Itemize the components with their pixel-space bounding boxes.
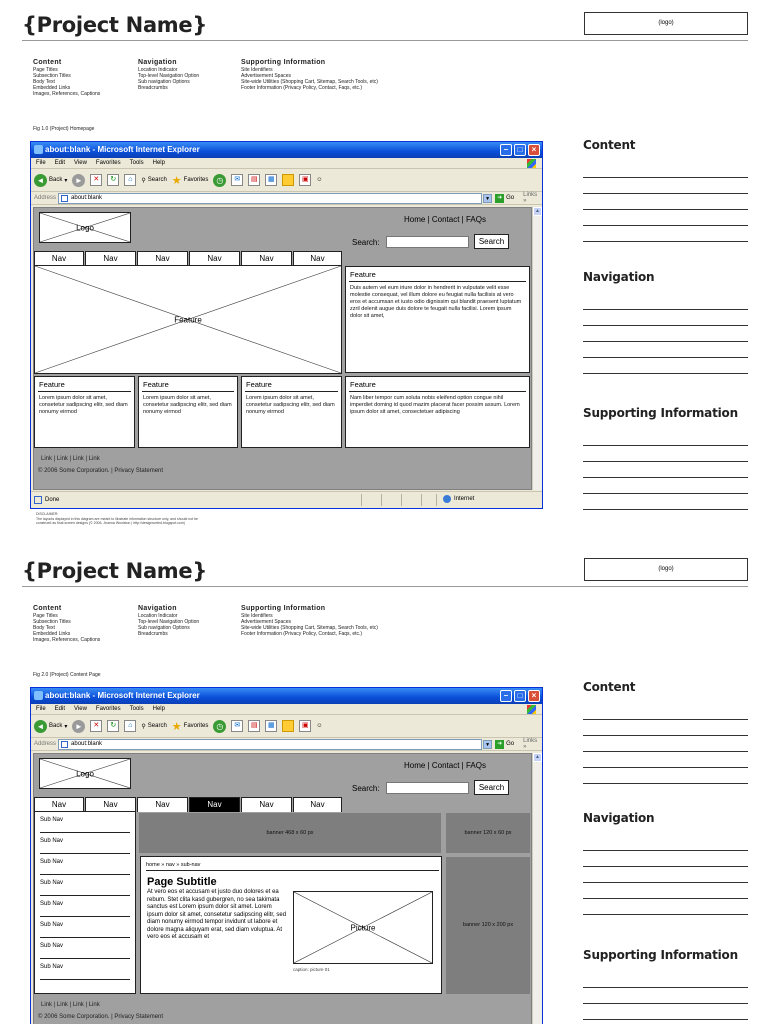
favorites-label: Favorites xyxy=(183,177,209,183)
edit-icon[interactable]: ▦ xyxy=(265,174,277,186)
page-done-icon xyxy=(34,496,42,504)
menu-help[interactable]: Help xyxy=(152,706,165,712)
legend-item: Embedded Links xyxy=(33,85,71,91)
scroll-up-icon[interactable]: ▲ xyxy=(533,207,542,216)
disclaimer xyxy=(36,512,198,526)
address-label: Address xyxy=(34,741,57,747)
menu-view[interactable]: View xyxy=(74,706,87,712)
subnav-item[interactable]: Sub Nav xyxy=(40,854,130,875)
legend-navigation xyxy=(138,58,199,91)
links-button[interactable]: Links » xyxy=(523,738,538,750)
legend-item: Page Titles xyxy=(33,67,58,73)
menu-favorites[interactable]: Favorites xyxy=(95,160,121,166)
side-notes-navigation xyxy=(583,811,748,915)
feature-heading[interactable]: Feature xyxy=(38,377,131,392)
menu-bar xyxy=(31,704,542,715)
nav-item[interactable]: Nav xyxy=(189,251,240,266)
nav-item[interactable]: Nav xyxy=(241,797,292,812)
favorites-button[interactable] xyxy=(172,174,209,187)
address-bar xyxy=(31,738,542,751)
side-heading: Navigation xyxy=(583,811,655,825)
feature-heading[interactable]: Feature xyxy=(349,267,526,282)
folder-icon[interactable] xyxy=(282,174,294,186)
sub-navigation xyxy=(34,811,136,994)
utility-links[interactable]: Home | Contact | FAQs xyxy=(404,215,486,224)
feature-text: Lorem ipsum dolor sit amet, consetetur sadipscing elitr, sed diam nonumy eirmod xyxy=(143,395,232,415)
address-bar xyxy=(31,192,542,205)
magnifier-icon: ⚲ xyxy=(141,723,146,730)
minimize-button[interactable]: – xyxy=(500,144,512,156)
side-heading: Content xyxy=(583,138,636,152)
research-icon[interactable]: ▣ xyxy=(299,720,311,732)
note-lines xyxy=(583,294,748,374)
disclaimer-line: DISCLAIMER: xyxy=(36,512,59,516)
subnav-item[interactable]: Sub Nav xyxy=(40,833,130,854)
page-subtitle: Page Subtitle xyxy=(147,876,217,888)
history-icon[interactable]: ◷ xyxy=(213,720,226,733)
nav-item[interactable]: Nav xyxy=(241,251,292,266)
side-heading: Content xyxy=(583,680,636,694)
search-button[interactable]: Search xyxy=(474,780,509,795)
links-label: Links xyxy=(523,192,538,198)
browser-window xyxy=(30,687,543,1024)
side-notes-navigation xyxy=(583,270,748,374)
legend-item: Top-level Navigation Option xyxy=(138,619,200,625)
utility-links[interactable]: Home | Contact | FAQs xyxy=(404,761,486,770)
legend-item: Body Text xyxy=(33,79,55,85)
back-arrow-icon: ◄ xyxy=(34,720,47,733)
windows-flag-icon xyxy=(527,705,536,714)
globe-icon xyxy=(443,495,451,503)
status-bar xyxy=(31,491,542,508)
folder-icon[interactable] xyxy=(282,720,294,732)
page-icon xyxy=(61,741,68,748)
nav-item[interactable]: Nav xyxy=(293,251,342,266)
browser-window xyxy=(30,141,543,509)
refresh-icon[interactable]: ↻ xyxy=(107,174,119,186)
note-lines xyxy=(583,835,748,915)
feature-heading[interactable]: Feature xyxy=(349,377,526,392)
body-text: At vero eos et accusam et justo duo dolores et ea rebum. Stet clita kasd gubergren, no sea takimata sanctus est Lorem ipsum dolor sit amet. Lorem ipsum dolor sit amet, consetetur sadipscing elitr, sed diam nonumy eirmod tempor invidunt ut labore et dolore magna aliquyam erat, sed diam voluptua. At vero eos et accusam et xyxy=(147,889,287,940)
feature-heading[interactable]: Feature xyxy=(142,377,234,392)
browser-title: about:blank - Microsoft Internet Explorer xyxy=(45,691,200,700)
site-logo xyxy=(39,212,131,243)
mail-icon[interactable]: ✉ xyxy=(231,720,243,732)
edit-icon[interactable]: ▦ xyxy=(265,720,277,732)
banner-468x60[interactable]: banner 468 x 60 px xyxy=(139,813,441,853)
dropdown-icon: ▾ xyxy=(64,177,68,184)
stop-icon[interactable]: ✕ xyxy=(90,174,102,186)
legend-item: Top-level Navigation Option xyxy=(138,73,200,79)
page-viewport xyxy=(33,753,532,1024)
footer-copyright: © 2006 Some Corporation. | Privacy Statement xyxy=(38,1014,164,1020)
browser-title: about:blank - Microsoft Internet Explorer xyxy=(45,145,200,154)
legend-item: Embedded Links xyxy=(33,631,71,637)
legend-item: Footer Information (Privacy Policy, Contact, Faqs, etc.) xyxy=(241,631,363,637)
favorites-button[interactable] xyxy=(172,720,209,733)
site-logo xyxy=(39,758,131,789)
feature-box xyxy=(241,376,342,448)
legend-item: Advertisement Spaces xyxy=(241,619,292,625)
forward-button[interactable]: ► xyxy=(72,720,85,733)
research-icon[interactable]: ▣ xyxy=(299,174,311,186)
toolbar xyxy=(31,715,542,738)
address-dropdown-icon[interactable]: ▼ xyxy=(485,741,491,748)
wireframe-sheet-content-page xyxy=(0,546,768,1024)
messenger-icon[interactable]: ☺ xyxy=(316,723,323,729)
dropdown-icon: ▾ xyxy=(64,723,68,730)
side-notes-content xyxy=(583,138,748,242)
back-label: Back xyxy=(49,723,63,729)
close-button[interactable]: × xyxy=(528,144,540,156)
subnav-item[interactable]: Sub Nav xyxy=(40,896,130,917)
header-rule xyxy=(22,40,748,41)
search-label: Search: xyxy=(352,238,380,247)
address-input[interactable] xyxy=(58,739,482,750)
search-label: Search xyxy=(147,723,167,729)
subnav-item[interactable]: Sub Nav xyxy=(40,875,130,896)
figure-caption: Fig 1.0 (Project) Homepage xyxy=(33,126,95,132)
go-arrow-icon: ➜ xyxy=(497,194,503,201)
links-button[interactable]: Links » xyxy=(523,192,538,204)
menu-favorites[interactable]: Favorites xyxy=(95,706,121,712)
logo-placeholder: (logo) xyxy=(584,12,748,35)
stop-icon[interactable]: ✕ xyxy=(90,720,102,732)
home-icon[interactable]: ⌂ xyxy=(124,720,136,732)
nav-item[interactable]: Nav xyxy=(293,797,342,812)
disclaimer-line: The layouts displayed in this diagram are meant to illustrate information structure only, and should not be xyxy=(36,516,198,521)
legend-item: Site Identifiers xyxy=(241,67,273,73)
links-label: Links xyxy=(523,738,538,744)
menu-tools[interactable]: Tools xyxy=(129,706,144,712)
legend-heading: Supporting Information xyxy=(241,59,326,66)
legend-item: Sub navigation Options xyxy=(138,79,190,85)
menu-bar xyxy=(31,158,542,169)
picture-placeholder xyxy=(293,891,433,964)
zone-text: Internet xyxy=(454,496,475,502)
menu-file[interactable]: File xyxy=(36,160,46,166)
legend-item: Footer Information (Privacy Policy, Contact, Faqs, etc.) xyxy=(241,85,363,91)
go-button[interactable] xyxy=(495,740,514,749)
back-button[interactable] xyxy=(34,174,67,187)
nav-item[interactable]: Nav xyxy=(85,797,136,812)
side-notes-supporting xyxy=(583,406,748,510)
note-lines xyxy=(583,704,748,784)
legend-item: Page Titles xyxy=(33,613,58,619)
legend-item: Site Identifiers xyxy=(241,613,273,619)
nav-item[interactable]: Nav xyxy=(34,251,84,266)
legend-navigation xyxy=(138,604,199,637)
legend-item: Site-wide Utilities (Shopping Cart, Sitemap, Search Tools, etc) xyxy=(241,79,378,85)
legend-content xyxy=(33,58,100,97)
address-label: Address xyxy=(34,195,57,201)
picture-label: Picture xyxy=(350,923,376,932)
feature-text: Duis autem vel eum iriure dolor in hendrerit in vulputate velit esse molestie consequat, vel illum dolore eu feugiat nulla facilisis at vero eros et accumsan et iusto odio dignissim qui blandit praesent luptatum zzril delenit augue duis dolore te feugait nulla facilisi. Lorem ipsum dolor sit amet, xyxy=(350,285,522,319)
menu-edit[interactable]: Edit xyxy=(54,160,66,166)
history-icon[interactable]: ◷ xyxy=(213,174,226,187)
feature-box xyxy=(345,266,530,373)
project-title: {Project Name} xyxy=(22,13,207,37)
menu-tools[interactable]: Tools xyxy=(129,160,144,166)
address-dropdown-icon[interactable]: ▼ xyxy=(485,195,491,202)
nav-item[interactable]: Nav xyxy=(137,251,188,266)
legend-heading: Supporting Information xyxy=(241,605,326,612)
note-lines xyxy=(583,972,748,1024)
ie-icon xyxy=(34,145,43,154)
search-button[interactable] xyxy=(141,177,166,184)
footer-links[interactable]: Link | Link | Link | Link xyxy=(41,1002,100,1008)
figure-caption: Fig 2.0 (Project) Content Page xyxy=(33,672,101,678)
menu-file[interactable]: File xyxy=(36,706,46,712)
go-button[interactable] xyxy=(495,194,514,203)
search-input[interactable] xyxy=(386,782,469,794)
refresh-icon[interactable]: ↻ xyxy=(107,720,119,732)
content-area xyxy=(140,856,442,994)
go-label: Go xyxy=(506,741,515,747)
legend-supporting xyxy=(241,58,378,91)
go-arrow-icon: ➜ xyxy=(497,740,503,747)
status-text: Done xyxy=(45,497,60,503)
star-icon: ★ xyxy=(171,720,182,733)
footer-copyright: © 2006 Some Corporation. | Privacy Statement xyxy=(38,468,164,474)
page-icon xyxy=(61,195,68,202)
note-lines xyxy=(583,162,748,242)
nav-item[interactable]: Nav xyxy=(85,251,136,266)
side-heading: Supporting Information xyxy=(583,406,738,420)
back-label: Back xyxy=(49,177,63,183)
print-icon[interactable]: ▤ xyxy=(248,174,260,186)
menu-help[interactable]: Help xyxy=(152,160,165,166)
feature-image xyxy=(34,265,342,374)
browser-titlebar xyxy=(31,688,542,704)
legend-item: Images, References, Captions xyxy=(33,637,101,643)
legend-item: Breadcrumbs xyxy=(138,631,168,637)
address-value: about:blank xyxy=(71,740,103,747)
subnav-item[interactable]: Sub Nav xyxy=(40,938,130,959)
forward-button[interactable]: ► xyxy=(72,174,85,187)
nav-item[interactable]: Nav xyxy=(137,797,188,812)
legend-item: Sub navigation Options xyxy=(138,625,190,631)
note-lines xyxy=(583,430,748,510)
print-icon[interactable]: ▤ xyxy=(248,720,260,732)
nav-item-active[interactable]: Nav xyxy=(189,797,240,812)
vertical-scrollbar[interactable] xyxy=(532,753,542,1024)
feature-box xyxy=(138,376,238,448)
disclaimer-line: construed as final screen designs (© 2006, Jeanna Woolston | http://designsorted.blogspot.com) xyxy=(36,521,185,525)
project-title: {Project Name} xyxy=(22,559,207,583)
security-zone xyxy=(443,495,474,503)
legend-heading: Navigation xyxy=(138,59,177,66)
favorites-label: Favorites xyxy=(183,723,209,729)
search-input[interactable] xyxy=(386,236,469,248)
legend-item: Breadcrumbs xyxy=(138,85,168,91)
nav-item[interactable]: Nav xyxy=(34,797,84,812)
mail-icon[interactable]: ✉ xyxy=(231,174,243,186)
legend-content xyxy=(33,604,100,643)
logo-label: Logo xyxy=(76,223,94,232)
maximize-button[interactable]: □ xyxy=(514,690,526,702)
messenger-icon[interactable]: ☺ xyxy=(316,177,323,183)
subnav-item[interactable]: Sub Nav xyxy=(40,959,130,980)
ie-icon xyxy=(34,691,43,700)
menu-view[interactable]: View xyxy=(74,160,87,166)
legend-supporting xyxy=(241,604,378,637)
header-rule xyxy=(22,586,748,587)
subnav-item[interactable]: Sub Nav xyxy=(40,812,130,833)
menu-edit[interactable]: Edit xyxy=(54,706,66,712)
picture-caption: caption: picture 01 xyxy=(293,967,330,972)
breadcrumb[interactable]: home » nav » sub-nav xyxy=(146,862,439,871)
logo-placeholder: (logo) xyxy=(584,558,748,581)
minimize-button[interactable]: – xyxy=(500,690,512,702)
footer-links[interactable]: Link | Link | Link | Link xyxy=(41,456,100,462)
legend-item: Subsection Titles xyxy=(33,73,71,79)
search-label: Search xyxy=(147,177,167,183)
close-button[interactable]: × xyxy=(528,690,540,702)
vertical-scrollbar[interactable] xyxy=(532,207,542,490)
back-arrow-icon: ◄ xyxy=(34,174,47,187)
legend-heading: Navigation xyxy=(138,605,177,612)
legend-heading: Content xyxy=(33,59,62,66)
windows-flag-icon xyxy=(527,159,536,168)
address-input[interactable] xyxy=(58,193,482,204)
page-viewport xyxy=(33,207,532,490)
scroll-up-icon[interactable]: ▲ xyxy=(533,753,542,762)
subnav-item[interactable]: Sub Nav xyxy=(40,917,130,938)
side-notes-supporting xyxy=(583,948,748,1024)
magnifier-icon: ⚲ xyxy=(141,177,146,184)
search-button[interactable] xyxy=(141,723,166,730)
feature-heading[interactable]: Feature xyxy=(245,377,338,392)
feature-text: Lorem ipsum dolor sit amet, consetetur sadipscing elitr, sed diam nonumy eirmod xyxy=(39,395,128,415)
logo-label: Logo xyxy=(76,769,94,778)
address-value: about:blank xyxy=(71,194,103,201)
home-icon[interactable]: ⌂ xyxy=(124,174,136,186)
legend-item: Subsection Titles xyxy=(33,619,71,625)
search-label: Search: xyxy=(352,784,380,793)
maximize-button[interactable]: □ xyxy=(514,144,526,156)
feature-box xyxy=(34,376,135,448)
side-heading: Navigation xyxy=(583,270,655,284)
feature-text: Nam liber tempor cum soluta nobis eleifend option congue nihil imperdiet doming id quod mazim placerat facer possim assum. Lorem ipsum dolor sit amet, consectetuer adipiscing xyxy=(350,395,520,415)
legend-heading: Content xyxy=(33,605,62,612)
feature-box xyxy=(345,376,530,448)
side-heading: Supporting Information xyxy=(583,948,738,962)
legend-item: Advertisement Spaces xyxy=(241,73,292,79)
go-label: Go xyxy=(506,195,515,201)
legend-item: Location Indicator xyxy=(138,67,178,73)
search-button[interactable]: Search xyxy=(474,234,509,249)
side-notes-content xyxy=(583,680,748,784)
feature-text: Lorem ipsum dolor sit amet, consetetur sadipscing elitr, sed diam nonumy eirmod xyxy=(246,395,335,415)
legend-item: Images, References, Captions xyxy=(33,91,101,97)
back-button[interactable] xyxy=(34,720,67,733)
banner-120x60[interactable]: banner 120 x 60 px xyxy=(446,813,530,853)
banner-120x200[interactable]: banner 120 x 200 px xyxy=(446,857,530,994)
legend-item: Body Text xyxy=(33,625,55,631)
feature-label: Feature xyxy=(174,315,202,324)
browser-titlebar xyxy=(31,142,542,158)
legend-item: Site-wide Utilities (Shopping Cart, Sitemap, Search Tools, etc) xyxy=(241,625,378,631)
star-icon: ★ xyxy=(171,174,182,187)
toolbar xyxy=(31,169,542,192)
legend-item: Location Indicator xyxy=(138,613,178,619)
